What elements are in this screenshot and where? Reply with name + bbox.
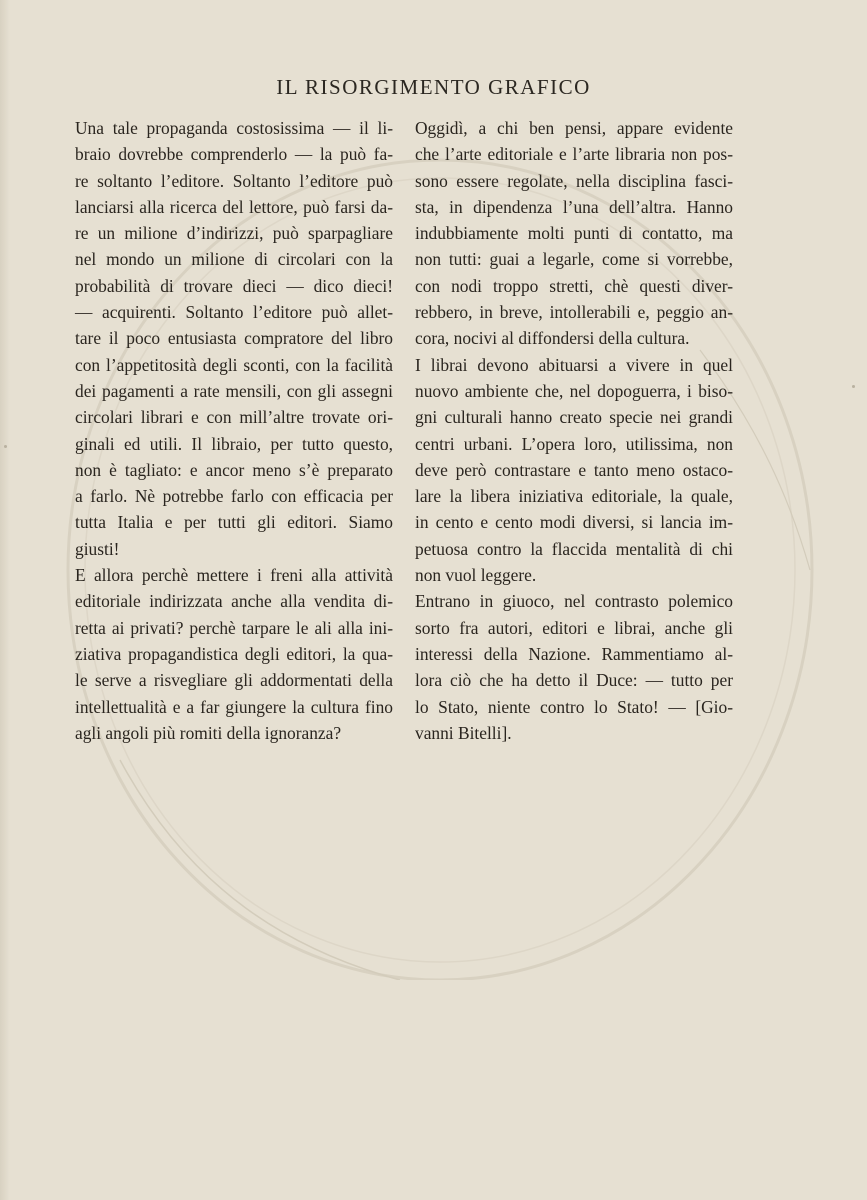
text-line: centri urbani. L’opera loro, utilissima, non <box>415 433 733 454</box>
text-line: ginali ed utili. Il libraio, per tutto questo, <box>75 433 393 454</box>
text-line: cora, nocivi al diffondersi della cultura. <box>415 328 690 349</box>
text-line: vanni Bitelli]. <box>415 722 512 743</box>
paper-speck <box>4 445 7 448</box>
text-line: agli angoli più romiti della ignoranza? <box>75 722 342 743</box>
paper-speck <box>852 385 855 388</box>
text-line: in cento e cento modi diversi, si lancia im- <box>415 512 733 533</box>
text-line: giusti! <box>75 538 120 559</box>
text-line: Una tale propaganda costosissima — il li- <box>75 118 393 138</box>
text-line: braio dovrebbe comprenderlo — la può fa- <box>75 144 393 165</box>
text-line: Entrano in giuoco, nel contrasto polemico <box>415 591 733 612</box>
text-line: intellettualità e a far giungere la cultura fino <box>75 696 393 717</box>
text-line: non tutti: guai a legarle, come si vorrebbe, <box>415 249 733 270</box>
text-line: lare la libera iniziativa editoriale, la quale, <box>415 486 733 507</box>
text-line: lo Stato, niente contro lo Stato! — [Gio- <box>415 696 733 717</box>
text-line: interessi della Nazione. Rammentiamo al- <box>415 643 733 664</box>
text-line: — acquirenti. Soltanto l’editore può allet- <box>75 302 393 323</box>
text-line: sono essere regolate, nella disciplina fasci- <box>415 170 733 191</box>
text-line: re un milione d’indirizzi, può sparpagliare <box>75 223 393 244</box>
text-column-right <box>415 115 733 746</box>
text-line: che l’arte editoriale e l’arte libraria non pos- <box>415 144 733 165</box>
text-line: a farlo. Nè potrebbe farlo con efficacia per <box>75 486 393 507</box>
text-line: nel mondo un milione di circolari con la <box>75 249 393 270</box>
text-line: sorto fra autori, editori e librai, anche gli <box>415 617 733 638</box>
text-line: con nodi troppo stretti, chè questi diver- <box>415 275 733 296</box>
running-title: IL RISORGIMENTO GRAFICO <box>276 75 591 99</box>
text-line: rebbero, in breve, intollerabili e, peggio an- <box>415 302 733 323</box>
text-line: indubbiamente molti punti di contatto, ma <box>415 223 733 244</box>
text-line: non è tagliato: e ancor meno s’è preparato <box>75 459 393 480</box>
text-line: deve però contrastare e tanto meno ostaco- <box>415 459 733 480</box>
text-line: sta, in dipendenza l’una dell’altra. Hanno <box>415 196 733 217</box>
text-line: non vuol leggere. <box>415 565 537 586</box>
text-line: Oggidì, a chi ben pensi, appare evidente <box>415 118 733 138</box>
text-line: tare il poco entusiasta compratore del libro <box>75 328 393 349</box>
text-line: retta ai privati? perchè tarpare le ali alla ini- <box>75 617 393 638</box>
text-line: ziativa propagandistica degli editori, la qua- <box>75 643 393 664</box>
text-line: con l’appetitosità degli sconti, con la facilità <box>75 354 393 375</box>
text-line: dei pagamenti a rate mensili, con gli assegni <box>75 380 393 401</box>
text-line: editoriale indirizzata anche alla vendita di- <box>75 591 393 612</box>
text-line: lanciarsi alla ricerca del lettore, può farsi da- <box>75 196 393 217</box>
text-line: E allora perchè mettere i freni alla attività <box>75 565 393 586</box>
text-line: lora ciò che ha detto il Duce: — tutto per <box>415 670 733 691</box>
page-binding-edge <box>0 0 10 1200</box>
text-line: le serve a risvegliare gli addormentati della <box>75 670 393 691</box>
watermark-fold-line <box>120 760 400 980</box>
text-line: I librai devono abituarsi a vivere in quel <box>415 354 733 375</box>
text-line: re soltanto l’editore. Soltanto l’editore può <box>75 170 393 191</box>
text-line: probabilità di trovare dieci — dico dieci! <box>75 275 393 296</box>
text-line: nuovo ambiente che, nel dopoguerra, i biso- <box>415 380 733 401</box>
text-line: circolari librari e con mill’altre trovate ori- <box>75 407 393 428</box>
text-line: petuosa contro la flaccida mentalità di chi <box>415 538 733 559</box>
text-column-left <box>75 115 393 746</box>
text-line: tutta Italia e per tutti gli editori. Siamo <box>75 512 393 533</box>
text-line: gni culturali hanno creato specie nei grandi <box>415 407 733 428</box>
